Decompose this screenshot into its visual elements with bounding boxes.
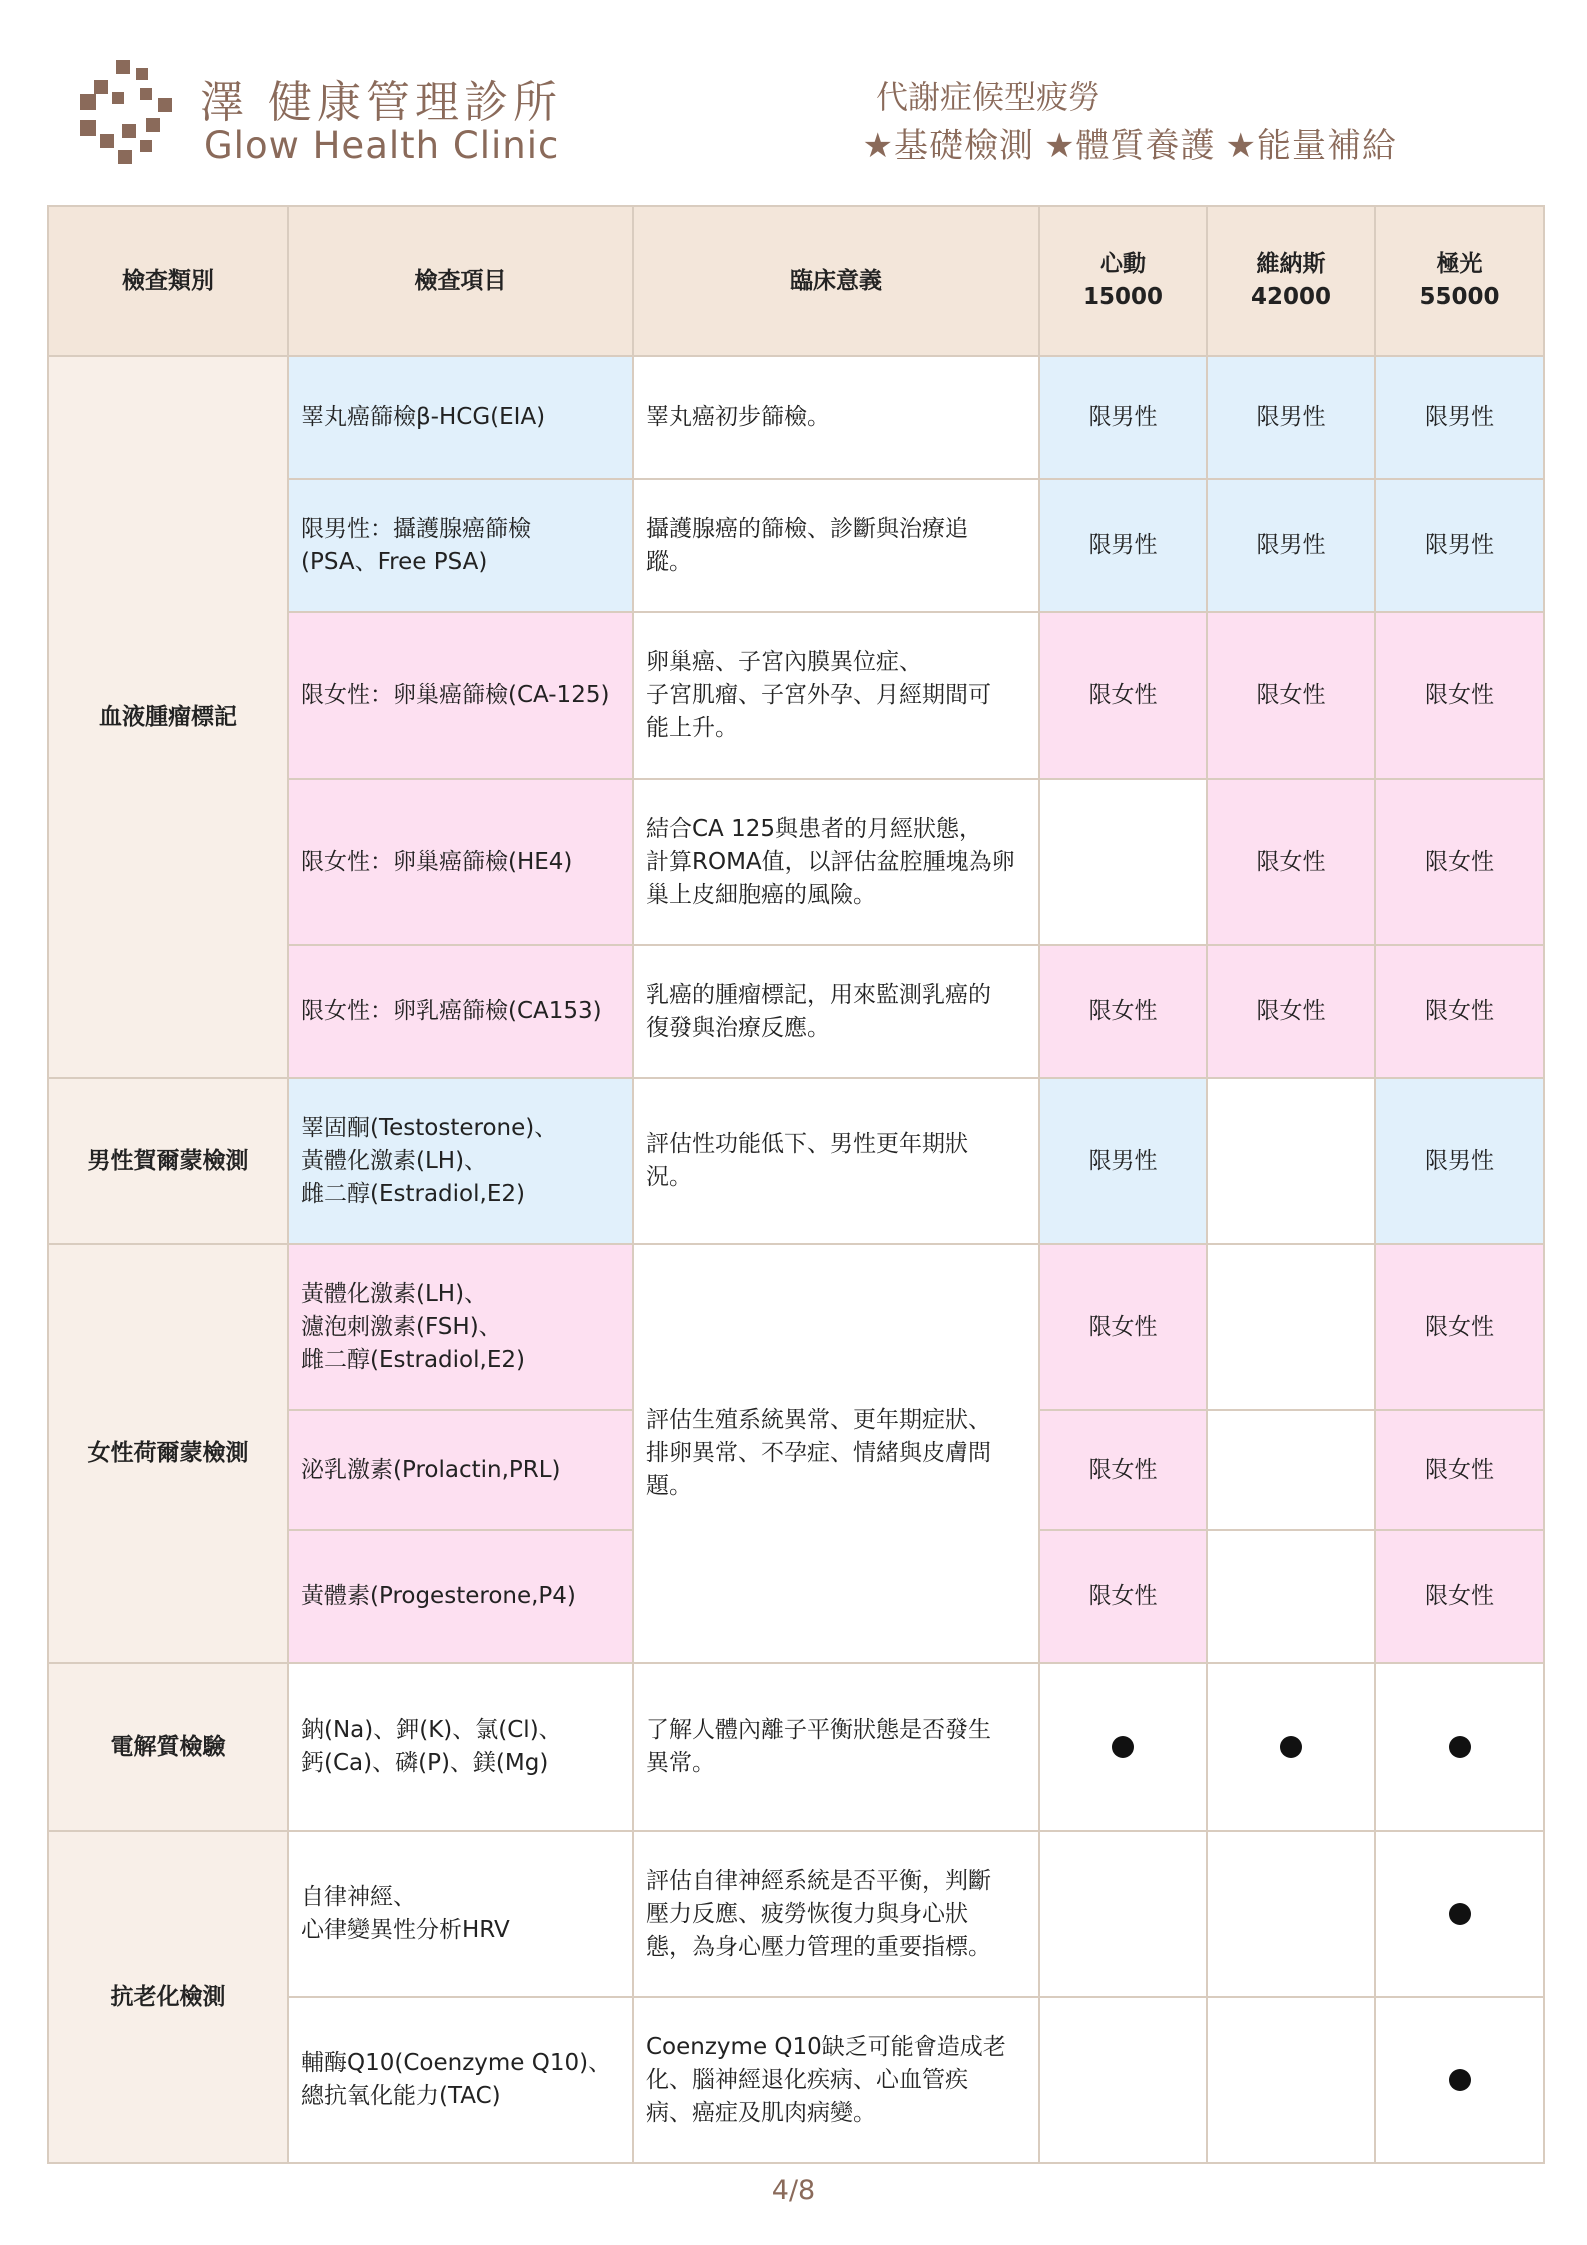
- meaning-cell: [633, 612, 1039, 779]
- meaning-line: 化、腦神經退化疾病、心血管疾: [646, 2066, 968, 2093]
- tag-constitution: ★體質養護: [1044, 126, 1216, 166]
- mark-cell: [1207, 1663, 1375, 1831]
- plan-name: 維納斯: [1256, 251, 1326, 277]
- meaning-line: 評估生殖系統異常、更年期症狀、: [646, 1407, 991, 1433]
- mark-cell: 限男性: [1207, 356, 1375, 479]
- meaning-line: 能上升。: [646, 715, 738, 741]
- meaning-cell: [633, 1244, 1039, 1663]
- item-cell: 泌乳激素(Prolactin,PRL): [288, 1410, 633, 1530]
- mark-cell: [1039, 1831, 1207, 1997]
- plan-subtitle: 代謝症候型疲勞: [875, 78, 1100, 116]
- meaning-line: 評估自律神經系統是否平衡，判斷: [646, 1867, 991, 1894]
- meaning-cell: [633, 945, 1039, 1078]
- plan-price: 55000: [1419, 284, 1500, 310]
- item-cell: [288, 1831, 633, 1997]
- meaning-cell: [633, 479, 1039, 612]
- meaning-line: 評估性功能低下、男性更年期狀: [646, 1131, 968, 1157]
- item-cell: [288, 479, 633, 612]
- meaning-cell: 睪丸癌初步篩檢。: [633, 356, 1039, 479]
- item-line: 總抗氧化能力(TAC): [301, 2083, 501, 2109]
- mark-cell: [1375, 1831, 1544, 1997]
- clinic-logo-icon: [78, 58, 183, 173]
- mark-cell: [1207, 1244, 1375, 1410]
- page-number: 4/8: [771, 2175, 816, 2206]
- meaning-line: 卵巢癌、子宮內膜異位症、: [646, 649, 922, 675]
- meaning-cell: [633, 779, 1039, 945]
- mark-cell: [1039, 1997, 1207, 2163]
- meaning-line: 壓力反應、疲勞恢復力與身心狀: [646, 1900, 968, 1927]
- meaning-line: 態，為身心壓力管理的重要指標。: [646, 1933, 991, 1960]
- mark-cell: [1207, 1410, 1375, 1530]
- mark-cell: [1375, 1663, 1544, 1831]
- included-dot-icon: [1112, 1736, 1134, 1758]
- meaning-line: 題。: [646, 1473, 692, 1499]
- mark-cell: 限男性: [1375, 1078, 1544, 1244]
- tag-energy: ★能量補給: [1225, 126, 1397, 166]
- plan-name: 極光: [1436, 251, 1483, 277]
- mark-cell: 限女性: [1375, 1530, 1544, 1663]
- meaning-line: 異常。: [646, 1750, 715, 1776]
- category-cell: 男性賀爾蒙檢測: [48, 1078, 288, 1244]
- clinic-name-zh: 澤 健康管理診所: [200, 77, 562, 128]
- item-line: 雌二醇(Estradiol,E2): [301, 1346, 525, 1373]
- item-cell: 限女性：卵巢癌篩檢(HE4): [288, 779, 633, 945]
- mark-cell: 限男性: [1375, 356, 1544, 479]
- header-plan-heartbeat: [1039, 206, 1207, 356]
- mark-cell: 限女性: [1039, 1410, 1207, 1530]
- meaning-line: 蹤。: [646, 548, 692, 575]
- item-cell: [288, 1997, 633, 2163]
- item-line: 鈉(Na)、鉀(K)、氯(Cl)、: [301, 1717, 562, 1743]
- table-header-row: [48, 206, 1544, 356]
- item-cell: [288, 1663, 633, 1831]
- item-line: (PSA、Free PSA): [301, 548, 488, 575]
- item-line: 濾泡刺激素(FSH)、: [301, 1313, 502, 1340]
- category-cell: 女性荷爾蒙檢測: [48, 1244, 288, 1663]
- mark-cell: 限男性: [1039, 1078, 1207, 1244]
- clinic-name-en: Glow Health Clinic: [204, 124, 560, 167]
- item-cell: 睪丸癌篩檢β-HCG(EIA): [288, 356, 633, 479]
- tag-basic: ★基礎檢測: [862, 126, 1035, 166]
- meaning-line: 攝護腺癌的篩檢、診斷與治療追: [646, 515, 968, 542]
- item-line: 自律神經、: [301, 1884, 416, 1910]
- mark-cell: 限女性: [1207, 945, 1375, 1078]
- plan-price: 15000: [1082, 284, 1164, 310]
- meaning-cell: [633, 1663, 1039, 1831]
- mark-cell: 限男性: [1207, 479, 1375, 612]
- mark-cell: [1207, 1831, 1375, 1997]
- mark-cell: [1375, 1997, 1544, 2163]
- page-header: [0, 0, 1587, 200]
- mark-cell: 限女性: [1207, 779, 1375, 945]
- mark-cell: 限女性: [1375, 1410, 1544, 1530]
- mark-cell: 限女性: [1039, 1530, 1207, 1663]
- category-cell: 血液腫瘤標記: [48, 356, 288, 1078]
- mark-cell: [1207, 1530, 1375, 1663]
- included-dot-icon: [1280, 1736, 1302, 1758]
- meaning-line: 了解人體內離子平衡狀態是否發生: [646, 1717, 991, 1743]
- meaning-line: 結合CA 125與患者的月經狀態，: [646, 815, 983, 842]
- exam-table: [47, 205, 1545, 2164]
- included-dot-icon: [1449, 2069, 1471, 2091]
- category-cell: 電解質檢驗: [48, 1663, 288, 1831]
- header-plan-venus: [1207, 206, 1375, 356]
- mark-cell: 限女性: [1375, 612, 1544, 779]
- item-cell: 黃體素(Progesterone,P4): [288, 1530, 633, 1663]
- meaning-cell: [633, 1997, 1039, 2163]
- mark-cell: 限女性: [1375, 945, 1544, 1078]
- meaning-line: 子宮肌瘤、子宮外孕、月經期間可: [646, 682, 991, 708]
- mark-cell: [1207, 1078, 1375, 1244]
- included-dot-icon: [1449, 1736, 1471, 1758]
- table-row: [48, 1244, 1544, 1410]
- item-cell: [288, 1244, 633, 1410]
- item-line: 黃體化激素(LH)、: [301, 1147, 488, 1174]
- table-row: [48, 1663, 1544, 1831]
- mark-cell: 限女性: [1375, 1244, 1544, 1410]
- mark-cell: 限男性: [1039, 479, 1207, 612]
- item-line: 黃體化激素(LH)、: [301, 1280, 488, 1307]
- item-line: 輔酶Q10(Coenzyme Q10)、: [301, 2050, 612, 2076]
- item-cell: 限女性：卵乳癌篩檢(CA153): [288, 945, 633, 1078]
- mark-cell: [1039, 1663, 1207, 1831]
- mark-cell: [1207, 1997, 1375, 2163]
- header-category: 檢查類別: [48, 206, 288, 356]
- item-line: 鈣(Ca)、磷(P)、鎂(Mg): [301, 1750, 549, 1776]
- mark-cell: 限女性: [1207, 612, 1375, 779]
- meaning-line: 巢上皮細胞癌的風險。: [646, 881, 876, 908]
- item-cell: [288, 1078, 633, 1244]
- meaning-line: 病、癌症及肌肉病變。: [646, 2099, 876, 2126]
- included-dot-icon: [1449, 1903, 1471, 1925]
- mark-cell: 限男性: [1375, 479, 1544, 612]
- category-cell: 抗老化檢測: [48, 1831, 288, 2163]
- meaning-cell: [633, 1831, 1039, 1997]
- item-line: 限男性：攝護腺癌篩檢: [301, 515, 531, 542]
- meaning-line: 乳癌的腫瘤標記，用來監測乳癌的: [646, 981, 991, 1008]
- header-item: 檢查項目: [288, 206, 633, 356]
- item-cell: 限女性：卵巢癌篩檢(CA-125): [288, 612, 633, 779]
- meaning-cell: [633, 1078, 1039, 1244]
- table-row: [48, 1831, 1544, 1997]
- meaning-line: 排卵異常、不孕症、情緒與皮膚問: [646, 1440, 991, 1466]
- meaning-line: 復發與治療反應。: [646, 1014, 830, 1041]
- header-plan-aurora: [1375, 206, 1544, 356]
- item-line: 雌二醇(Estradiol,E2): [301, 1180, 525, 1207]
- table-row: [48, 356, 1544, 479]
- item-line: 睪固酮(Testosterone)、: [301, 1114, 558, 1141]
- table-row: [48, 1078, 1544, 1244]
- plan-name: 心動: [1100, 251, 1146, 277]
- plan-tagline: [697, 118, 1397, 167]
- mark-cell: 限女性: [1375, 779, 1544, 945]
- mark-cell: 限女性: [1039, 1244, 1207, 1410]
- item-line: 心律變異性分析HRV: [301, 1917, 510, 1943]
- mark-cell: 限男性: [1039, 356, 1207, 479]
- header-meaning: 臨床意義: [633, 206, 1039, 356]
- meaning-line: Coenzyme Q10缺乏可能會造成老: [646, 2033, 1006, 2060]
- mark-cell: 限女性: [1039, 945, 1207, 1078]
- mark-cell: [1039, 779, 1207, 945]
- meaning-line: 計算ROMA值，以評估盆腔腫塊為卵: [646, 848, 1015, 875]
- mark-cell: 限女性: [1039, 612, 1207, 779]
- plan-price: 42000: [1250, 284, 1332, 310]
- meaning-line: 況。: [646, 1164, 692, 1190]
